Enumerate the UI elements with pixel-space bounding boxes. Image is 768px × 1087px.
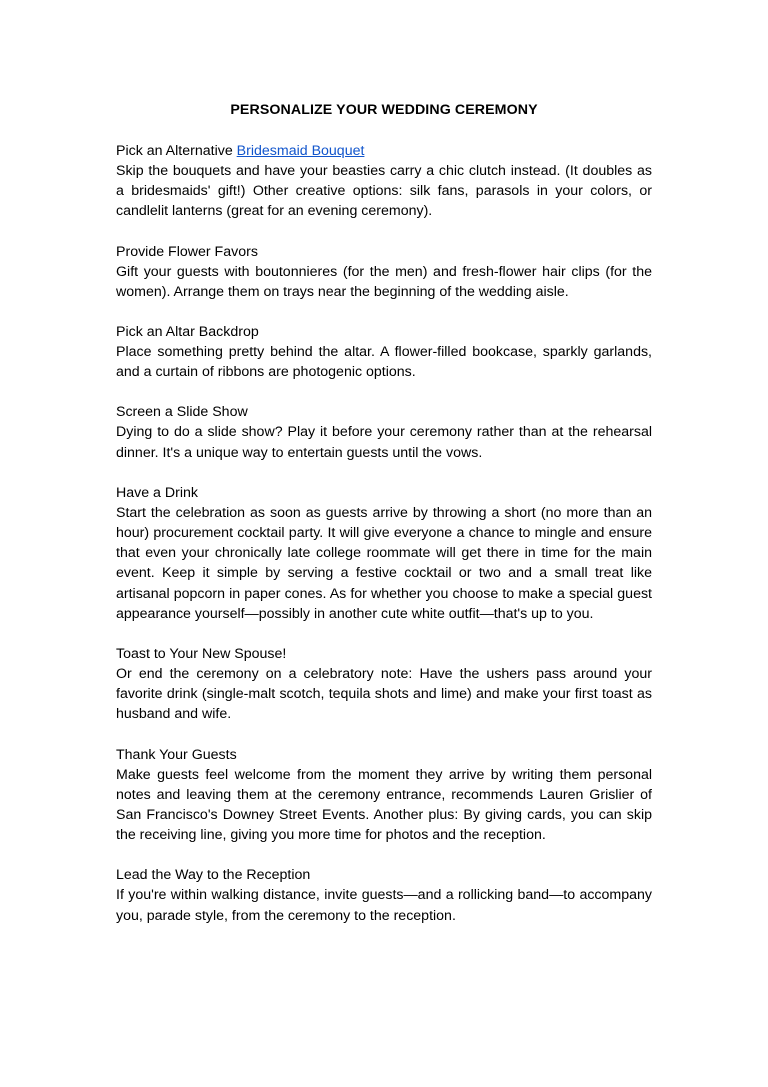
section-heading-text: Pick an Alternative [116, 143, 237, 159]
section-heading [116, 141, 652, 161]
bridesmaid-bouquet-link[interactable]: Bridesmaid Bouquet [236, 143, 365, 159]
document-page [116, 100, 652, 946]
section-body: Start the celebration as soon as guests arrive by throwing a short (no more than an hour) procurement cocktail party. It will give everyone a chance to mingle and ensure that even your chronically late college roommate will get there in time for the main event. Keep it simple by serving a festive cocktail or two and a small treat like artisanal popcorn in paper cones. As for whether you choose to make a special guest appearance yourself—possibly in another cute white outfit—that's up to you. [116, 504, 652, 622]
section-body: Skip the bouquets and have your beasties carry a chic clutch instead. (It doubles as a bridesmaids' gift!) Other creative options: silk fans, parasols in your colors, or candlelit lanterns (great for an evening ceremony). [116, 163, 652, 220]
section-toast [116, 644, 652, 725]
section-body: Or end the ceremony on a celebratory note: Have the ushers pass around your favorite drink (single-malt scotch, tequila shots and lime) and make your first toast as husband and wife. [116, 666, 652, 723]
section-heading: Pick an Altar Backdrop [116, 324, 259, 341]
section-have-a-drink [116, 483, 652, 624]
section-flower-favors [116, 242, 652, 302]
section-slide-show [116, 402, 652, 462]
page-title: PERSONALIZE YOUR WEDDING CEREMONY [230, 102, 538, 118]
section-heading: Thank Your Guests [116, 746, 237, 763]
section-heading: Provide Flower Favors [116, 243, 258, 260]
section-body: Make guests feel welcome from the moment they arrive by writing them personal notes and leaving them at the ceremony entrance, recommends Lauren Grislier of San Francisco's Downey Street Events. Another plus: By giving cards, you can skip the receiving line, giving you more time for photos and the reception. [116, 766, 652, 844]
section-thank-guests [116, 745, 652, 846]
section-body: Place something pretty behind the altar. A flower-filled bookcase, sparkly garlands, and a curtain of ribbons are photogenic options. [116, 344, 652, 381]
section-heading: Toast to Your New Spouse! [116, 646, 287, 663]
section-heading: Lead the Way to the Reception [116, 867, 311, 884]
section-lead-the-way [116, 865, 652, 925]
section-body: Gift your guests with boutonnieres (for the men) and fresh-flower hair clips (for the women). Arrange them on trays near the beginning of the wedding aisle. [116, 263, 652, 300]
section-body: If you're within walking distance, invite guests—and a rollicking band—to accompany you, parade style, from the ceremony to the reception. [116, 887, 652, 924]
section-body: Dying to do a slide show? Play it before your ceremony rather than at the rehearsal dinner. It's a unique way to entertain guests until the vows. [116, 424, 652, 461]
section-heading: Have a Drink [116, 484, 199, 501]
section-heading: Screen a Slide Show [116, 404, 248, 421]
section-bridesmaid-bouquet [116, 141, 652, 222]
section-altar-backdrop [116, 322, 652, 382]
